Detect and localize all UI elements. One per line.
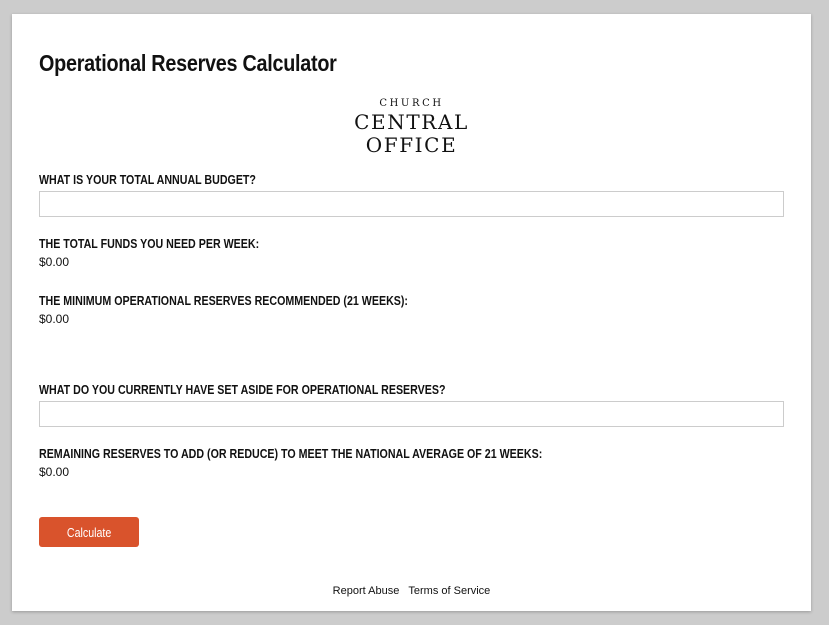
remaining-reserves-value: $0.00 (39, 465, 70, 479)
calculate-button-label: Calculate (66, 524, 112, 540)
weekly-funds-value: $0.00 (39, 255, 70, 269)
logo-line-central: CENTRAL (354, 110, 469, 134)
calculate-button[interactable] (39, 517, 139, 547)
current-reserves-section (39, 382, 784, 427)
calculator-card (12, 14, 811, 611)
annual-budget-input[interactable] (39, 191, 784, 217)
minimum-reserves-section (39, 293, 489, 326)
minimum-reserves-value: $0.00 (39, 312, 70, 326)
page-title: Operational Reserves Calculator (39, 50, 337, 76)
budget-section (39, 172, 784, 217)
current-reserves-input[interactable] (39, 401, 784, 427)
logo-line-church: CHURCH (379, 98, 444, 109)
current-reserves-label: WHAT DO YOU CURRENTLY HAVE SET ASIDE FOR OPERATIONAL RESERVES? (39, 382, 446, 397)
terms-of-service-link[interactable]: Terms of Service (408, 585, 491, 597)
budget-label: WHAT IS YOUR TOTAL ANNUAL BUDGET? (39, 172, 256, 187)
logo-line-office: OFFICE (365, 133, 458, 157)
church-central-office-logo (39, 99, 784, 155)
minimum-reserves-label: THE MINIMUM OPERATIONAL RESERVES RECOMMENDED (21 WEEKS): (39, 293, 408, 308)
remaining-reserves-label: REMAINING RESERVES TO ADD (OR REDUCE) TO MEET THE NATIONAL AVERAGE OF 21 WEEKS: (39, 446, 543, 461)
weekly-funds-section (39, 236, 307, 269)
report-abuse-link[interactable]: Report Abuse (332, 585, 400, 597)
weekly-funds-label: THE TOTAL FUNDS YOU NEED PER WEEK: (39, 236, 260, 251)
footer (12, 585, 811, 597)
remaining-reserves-section (39, 446, 653, 479)
